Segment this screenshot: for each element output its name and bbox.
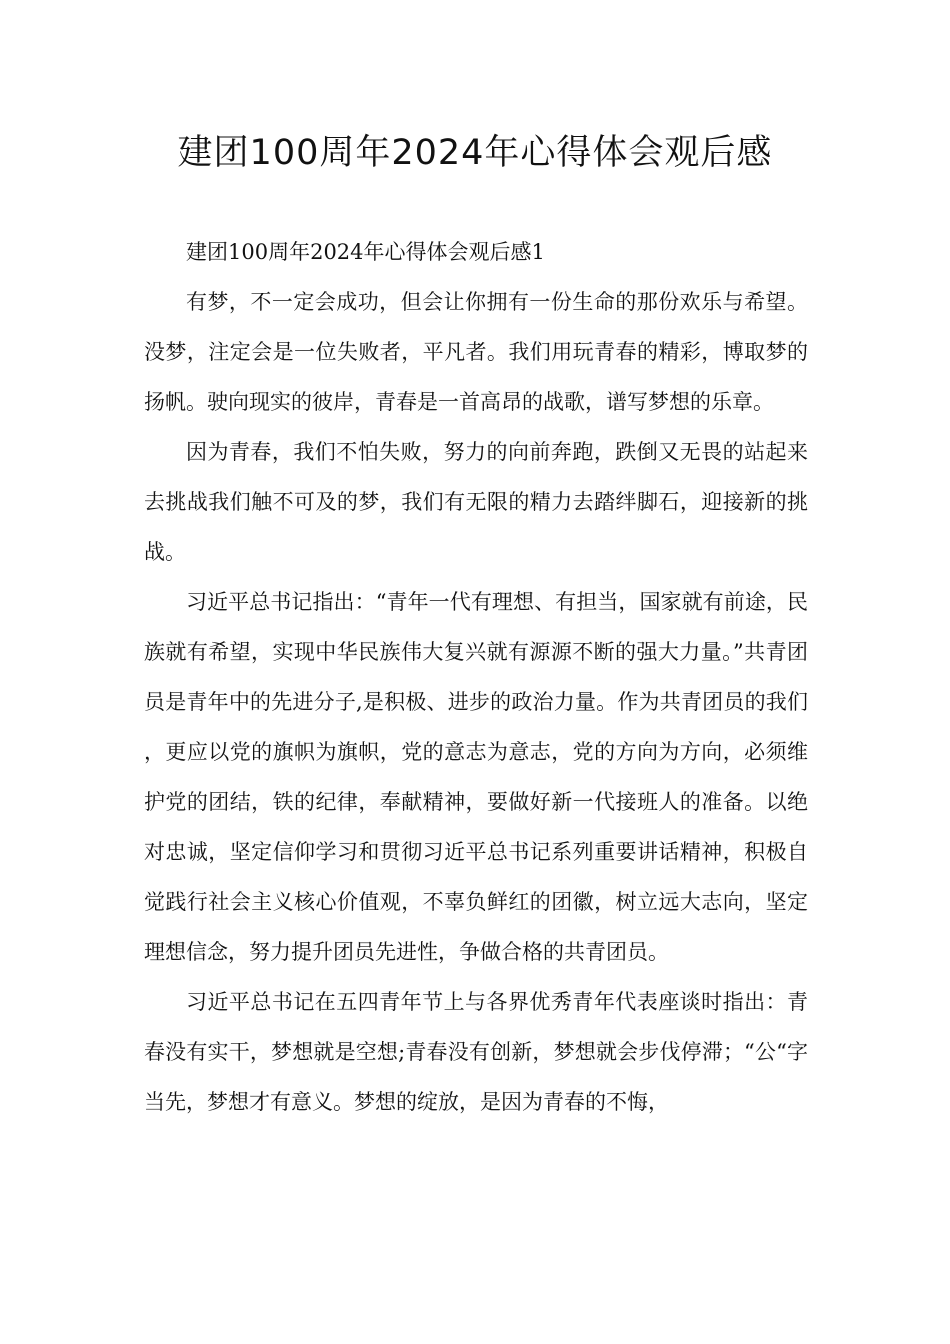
paragraph-3: 习近平总书记指出：“青年一代有理想、有担当，国家就有前途，民族就有希望，实现中华民族伟大复兴就有源源不断的强大力量。”共青团员是青年中的先进分子,是积极、进步的政治力量。作为共青团员的我们，更应以党的旗帜为旗帜，党的意志为意志，党的方向为方向，必须维护党的团结，铁的纪律，奉献精神，要做好新一代接班人的准备。以绝对忠诚，坚定信仰学习和贯彻习近平总书记系列重要讲话精神，积极自觉践行社会主义核心价值观，不辜负鲜红的团徽，树立远大志向，坚定理想信念，努力提升团员先进性，争做合格的共青团员。 [144, 590, 808, 964]
document-body [144, 227, 808, 1127]
paragraph-1: 有梦，不一定会成功，但会让你拥有一份生命的那份欢乐与希望。没梦，注定会是一位失败者，平凡者。我们用玩青春的精彩，博取梦的扬帆。驶向现实的彼岸，青春是一首高昂的战歌，谱写梦想的乐章。 [144, 290, 808, 414]
paragraph-4: 习近平总书记在五四青年节上与各界优秀青年代表座谈时指出：青春没有实干，梦想就是空想;青春没有创新，梦想就会步伐停滞；“公“字当先，梦想才有意义。梦想的绽放，是因为青春的不悔， [144, 990, 808, 1114]
section-heading: 建团100周年2024年心得体会观后感1 [186, 240, 545, 264]
paragraph-2: 因为青春，我们不怕失败，努力的向前奔跑，跌倒又无畏的站起来去挑战我们触不可及的梦，我们有无限的精力去踏绊脚石，迎接新的挑战。 [144, 440, 808, 564]
document-title: 建团100周年2024年心得体会观后感 [177, 133, 773, 173]
